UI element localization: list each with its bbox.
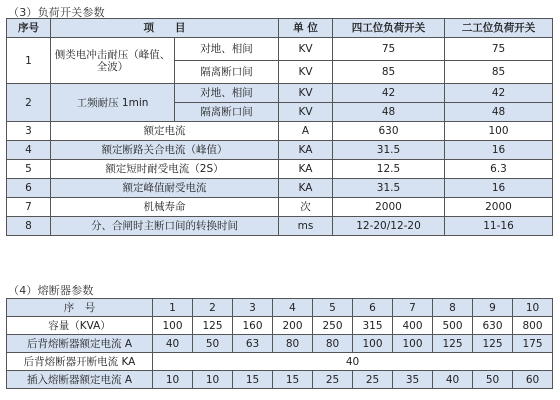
cell-four: 42: [333, 84, 445, 103]
cell-sub: 对地、相间: [175, 38, 279, 61]
cell-value: 400: [393, 317, 433, 335]
header-num: 5: [313, 299, 353, 317]
cell-two: 75: [445, 38, 553, 61]
cell-two: 42: [445, 84, 553, 103]
cell-no: 4: [7, 141, 51, 160]
header-four-position: 四工位负荷开关: [333, 19, 445, 38]
header-num: 7: [393, 299, 433, 317]
section-title-load-switch: （3）负荷开关参数: [8, 6, 105, 19]
cell-no: 8: [7, 217, 51, 236]
table-row: [7, 160, 553, 179]
table-header-row: [7, 19, 553, 38]
cell-item: 额定断路关合电流（峰值）: [51, 141, 279, 160]
cell-item: 额定短时耐受电流（2S）: [51, 160, 279, 179]
cell-merged-value: 40: [153, 353, 553, 371]
header-num: 2: [193, 299, 233, 317]
cell-value: 15: [273, 371, 313, 389]
cell-two: 48: [445, 103, 553, 122]
cell-two: 100: [445, 122, 553, 141]
cell-no: 7: [7, 198, 51, 217]
cell-item: 机械寿命: [51, 198, 279, 217]
table-row: [7, 198, 553, 217]
cell-value: 10: [193, 371, 233, 389]
fuse-params-table: [6, 298, 553, 389]
row-label: 后背熔断器开断电流 KA: [7, 353, 153, 371]
cell-value: 40: [433, 371, 473, 389]
cell-value: 315: [353, 317, 393, 335]
cell-value: 80: [313, 335, 353, 353]
row-label: 容量（KVA）: [7, 317, 153, 335]
table-row: [7, 217, 553, 236]
table-row: [7, 179, 553, 198]
cell-unit: A: [279, 122, 333, 141]
cell-four: 75: [333, 38, 445, 61]
cell-four: 12-20/12-20: [333, 217, 445, 236]
header-no: 序号: [7, 19, 51, 38]
cell-value: 125: [473, 335, 513, 353]
header-no: 序 号: [7, 299, 153, 317]
cell-no: 1: [7, 38, 51, 84]
cell-value: 250: [313, 317, 353, 335]
table-row: [7, 353, 553, 371]
cell-value: 40: [153, 335, 193, 353]
cell-value: 60: [513, 371, 553, 389]
cell-unit: ms: [279, 217, 333, 236]
header-item: 项 目: [51, 19, 279, 38]
cell-unit: KA: [279, 179, 333, 198]
cell-value: 15: [233, 371, 273, 389]
cell-item: 分、合闸时主断口间的转换时间: [51, 217, 279, 236]
table-row: [7, 141, 553, 160]
cell-value: 50: [473, 371, 513, 389]
cell-value: 100: [153, 317, 193, 335]
cell-two: 11-16: [445, 217, 553, 236]
cell-four: 85: [333, 61, 445, 84]
cell-two: 6.3: [445, 160, 553, 179]
cell-value: 125: [433, 335, 473, 353]
header-two-position: 二工位负荷开关: [445, 19, 553, 38]
cell-four: 12.5: [333, 160, 445, 179]
header-num: 4: [273, 299, 313, 317]
cell-sub: 隔离断口间: [175, 103, 279, 122]
cell-value: 500: [433, 317, 473, 335]
cell-value: 100: [353, 335, 393, 353]
table-row: [7, 38, 553, 61]
cell-value: 63: [233, 335, 273, 353]
table-row: [7, 122, 553, 141]
header-num: 9: [473, 299, 513, 317]
table-row: [7, 335, 553, 353]
cell-sub: 隔离断口间: [175, 61, 279, 84]
cell-item: 工频耐压 1min: [51, 84, 175, 122]
row-label: 插入熔断器额定电流 A: [7, 371, 153, 389]
cell-value: 100: [393, 335, 433, 353]
header-num: 3: [233, 299, 273, 317]
cell-item: 额定电流: [51, 122, 279, 141]
table-row: [7, 371, 553, 389]
cell-value: 35: [393, 371, 433, 389]
header-num: 10: [513, 299, 553, 317]
cell-four: 2000: [333, 198, 445, 217]
cell-four: 31.5: [333, 179, 445, 198]
cell-sub: 对地、相间: [175, 84, 279, 103]
load-switch-params-table: [6, 18, 553, 236]
cell-unit: KV: [279, 61, 333, 84]
table-header-row: [7, 299, 553, 317]
cell-four: 630: [333, 122, 445, 141]
cell-item: 侧类电冲击耐压（峰值、全波）: [51, 38, 175, 84]
cell-value: 25: [353, 371, 393, 389]
cell-value: 160: [233, 317, 273, 335]
cell-unit: KA: [279, 141, 333, 160]
cell-four: 48: [333, 103, 445, 122]
cell-value: 80: [273, 335, 313, 353]
cell-two: 16: [445, 141, 553, 160]
cell-value: 125: [193, 317, 233, 335]
cell-value: 50: [193, 335, 233, 353]
cell-two: 85: [445, 61, 553, 84]
cell-value: 200: [273, 317, 313, 335]
cell-unit: KV: [279, 84, 333, 103]
cell-unit: KA: [279, 160, 333, 179]
cell-unit: KV: [279, 103, 333, 122]
cell-value: 10: [153, 371, 193, 389]
header-num: 1: [153, 299, 193, 317]
cell-unit: KV: [279, 38, 333, 61]
cell-no: 6: [7, 179, 51, 198]
cell-no: 3: [7, 122, 51, 141]
header-num: 8: [433, 299, 473, 317]
cell-value: 175: [513, 335, 553, 353]
cell-unit: 次: [279, 198, 333, 217]
header-unit: 单 位: [279, 19, 333, 38]
cell-value: 800: [513, 317, 553, 335]
header-num: 6: [353, 299, 393, 317]
cell-value: 630: [473, 317, 513, 335]
cell-two: 16: [445, 179, 553, 198]
table-row: [7, 84, 553, 103]
cell-no: 5: [7, 160, 51, 179]
table-row: [7, 317, 553, 335]
row-label: 后背熔断器额定电流 A: [7, 335, 153, 353]
cell-four: 31.5: [333, 141, 445, 160]
cell-two: 2000: [445, 198, 553, 217]
cell-item: 额定峰值耐受电流: [51, 179, 279, 198]
cell-value: 25: [313, 371, 353, 389]
cell-no: 2: [7, 84, 51, 122]
section-title-fuse: （4）熔断器参数: [8, 284, 94, 297]
